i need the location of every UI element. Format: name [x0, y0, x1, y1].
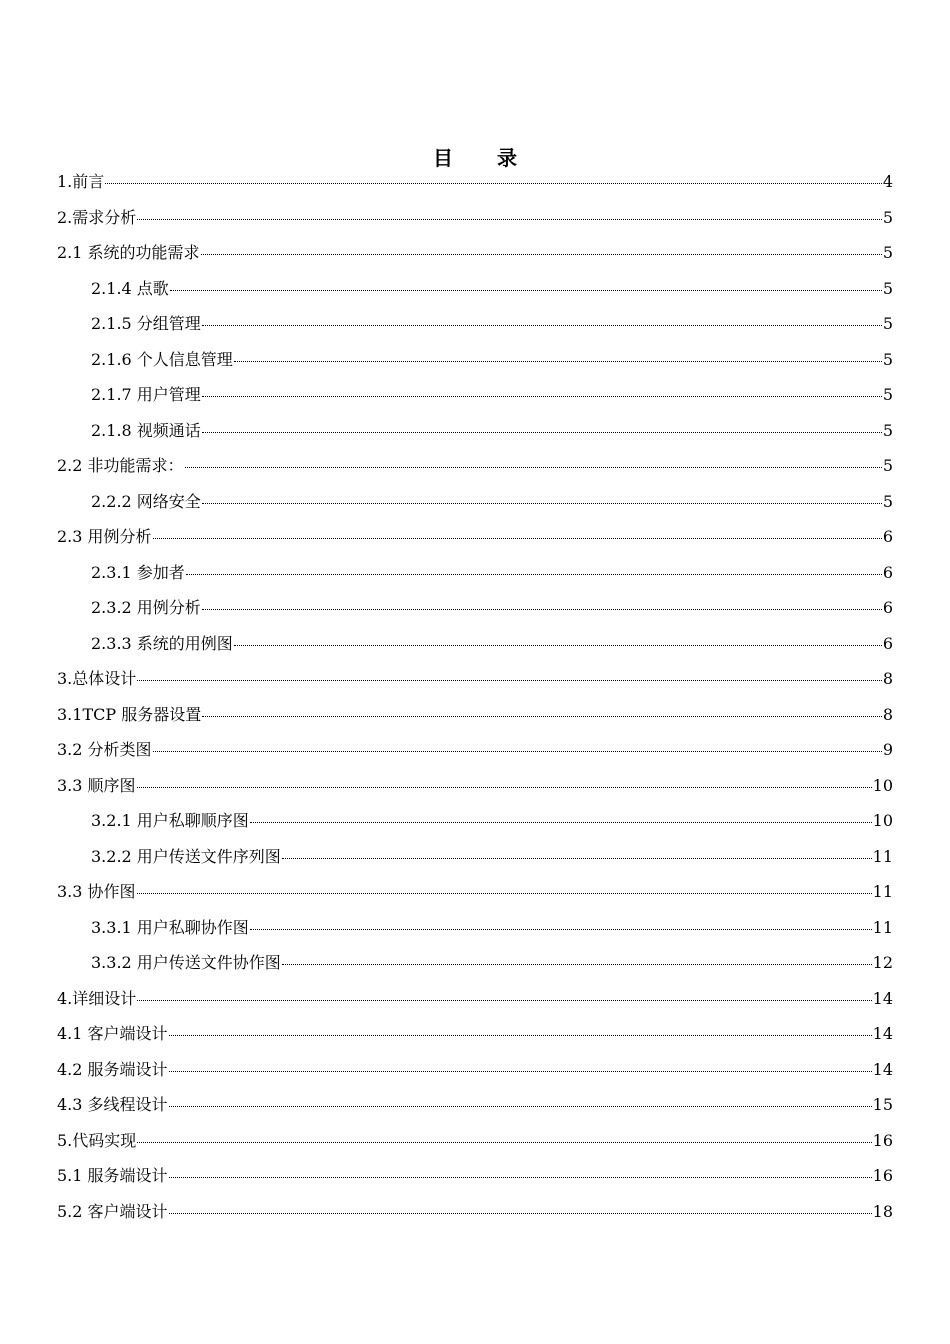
toc-entry[interactable] [57, 1090, 893, 1126]
toc-entry[interactable] [57, 238, 893, 274]
toc-entry-page-number: 9 [882, 740, 893, 759]
toc-entry-label: 2.2 非功能需求： [57, 456, 184, 475]
toc-entry[interactable] [57, 913, 893, 949]
toc-dot-leader [137, 892, 872, 894]
toc-entry-page-number: 5 [882, 278, 893, 298]
toc-entry-page-number: 6 [882, 562, 893, 582]
toc-entry-label: 2.1.8 视频通话 [91, 420, 201, 440]
toc-entry[interactable] [57, 593, 893, 629]
toc-entry-page-number: 6 [882, 527, 893, 546]
toc-dot-leader [186, 573, 882, 575]
toc-entry[interactable] [57, 309, 893, 345]
toc-entry-page-number: 6 [882, 633, 893, 653]
toc-entry[interactable] [57, 380, 893, 416]
toc-entry-label: 2.1.7 用户管理 [91, 385, 201, 404]
toc-entry-page-number: 5 [882, 456, 893, 475]
toc-entry-page-number: 16 [872, 1166, 893, 1185]
toc-entry-label: 4.详细设计 [57, 988, 137, 1008]
toc-entry-page-number: 5 [882, 420, 893, 440]
toc-entry-label: 3.3.2 用户传送文件协作图 [91, 953, 281, 972]
toc-entry-page-number: 5 [882, 349, 893, 369]
toc-dot-leader [250, 821, 872, 823]
toc-entry-page-number: 11 [872, 917, 893, 937]
toc-entry-label: 2.1.6 个人信息管理 [91, 349, 233, 369]
toc-entry-page-number: 10 [872, 775, 893, 795]
toc-entry-label: 2.2.2 网络安全 [91, 491, 201, 511]
toc-entry-label: 2.3.3 系统的用例图 [91, 633, 233, 653]
toc-entry-label: 2.需求分析 [57, 207, 137, 227]
toc-dot-leader [201, 253, 882, 255]
toc-entry[interactable] [57, 735, 893, 771]
toc-dot-leader [153, 750, 882, 752]
toc-entry[interactable] [57, 487, 893, 523]
toc-dot-leader [169, 1070, 872, 1072]
toc-entry-label: 3.3 顺序图 [57, 775, 136, 795]
toc-entry[interactable] [57, 1161, 893, 1197]
toc-entry[interactable] [57, 167, 893, 203]
toc-title-char-1: 目 [433, 146, 453, 170]
toc-title-char-2: 录 [497, 146, 517, 170]
toc-entry[interactable] [57, 1197, 893, 1233]
toc-entry-label: 4.3 多线程设计 [57, 1095, 168, 1114]
toc-entry[interactable] [57, 345, 893, 381]
toc-dot-leader [202, 395, 882, 397]
toc-entry-label: 3.2.2 用户传送文件序列图 [91, 846, 281, 866]
toc-dot-leader [202, 715, 882, 717]
toc-dot-leader [137, 1141, 871, 1143]
toc-entry-page-number: 5 [882, 385, 893, 404]
toc-entry-label: 2.3 用例分析 [57, 527, 152, 546]
toc-dot-leader [234, 644, 882, 646]
toc-entry[interactable] [57, 984, 893, 1020]
toc-entry[interactable] [57, 451, 893, 487]
toc-entry-page-number: 5 [882, 207, 893, 227]
toc-entry[interactable] [57, 416, 893, 452]
toc-entry-page-number: 12 [872, 953, 893, 972]
toc-entry[interactable] [57, 948, 893, 984]
toc-dot-leader [137, 679, 882, 681]
toc-dot-leader [137, 999, 871, 1001]
toc-dot-leader [137, 786, 872, 788]
toc-dot-leader [250, 928, 872, 930]
toc-entry-page-number: 14 [872, 1059, 893, 1079]
toc-entry-page-number: 16 [872, 1130, 893, 1150]
toc-entry-page-number: 5 [882, 243, 893, 262]
toc-entry[interactable] [57, 700, 893, 736]
toc-entry-label: 3.3.1 用户私聊协作图 [91, 917, 249, 937]
toc-entry-label: 5.1 服务端设计 [57, 1166, 168, 1185]
toc-entry-label: 1.前言 [57, 172, 105, 191]
toc-dot-leader [202, 502, 882, 504]
toc-entry[interactable] [57, 1019, 893, 1055]
toc-entry-page-number: 8 [882, 669, 893, 688]
toc-entry-label: 5.代码实现 [57, 1130, 137, 1150]
toc-dot-leader [202, 324, 882, 326]
toc-entry[interactable] [57, 522, 893, 558]
toc-dot-leader [169, 1034, 872, 1036]
toc-dot-leader [282, 857, 872, 859]
toc-entry[interactable] [57, 1126, 893, 1162]
toc-entry[interactable] [57, 877, 893, 913]
toc-entry-label: 3.2 分析类图 [57, 740, 152, 759]
toc-dot-leader [169, 1105, 872, 1107]
toc-entry[interactable] [57, 629, 893, 665]
toc-entry[interactable] [57, 274, 893, 310]
toc-entry-page-number: 15 [872, 1095, 893, 1114]
toc-entry-label: 2.1 系统的功能需求 [57, 243, 200, 262]
toc-entry-page-number: 11 [872, 846, 893, 866]
toc-entry-label: 3.3 协作图 [57, 882, 136, 901]
toc-dot-leader [202, 431, 882, 433]
toc-entry-page-number: 8 [882, 704, 893, 724]
toc-entry[interactable] [57, 771, 893, 807]
toc-dot-leader [282, 963, 872, 965]
toc-entry-page-number: 4 [882, 172, 893, 191]
toc-entry-page-number: 14 [872, 988, 893, 1008]
toc-entry-label: 3.1TCP 服务器设置 [57, 704, 202, 724]
toc-dot-leader [105, 182, 882, 184]
toc-entry-page-number: 18 [872, 1201, 893, 1221]
toc-entry[interactable] [57, 1055, 893, 1091]
toc-entry-label: 2.1.5 分组管理 [91, 314, 201, 333]
toc-entry[interactable] [57, 842, 893, 878]
toc-entry-label: 4.2 服务端设计 [57, 1059, 168, 1079]
toc-entry-label: 4.1 客户端设计 [57, 1024, 168, 1043]
toc-entry-label: 3.2.1 用户私聊顺序图 [91, 811, 249, 830]
toc-entry-label: 2.3.2 用例分析 [91, 598, 201, 617]
toc-dot-leader [170, 289, 882, 291]
toc-list [57, 167, 893, 1232]
toc-entry-page-number: 11 [872, 882, 893, 901]
toc-dot-leader [202, 608, 882, 610]
toc-entry[interactable] [57, 558, 893, 594]
toc-entry-label: 3.总体设计 [57, 669, 137, 688]
toc-dot-leader [137, 218, 882, 220]
toc-dot-leader [234, 360, 882, 362]
toc-entry-page-number: 10 [872, 811, 893, 830]
toc-entry-label: 2.1.4 点歌 [91, 278, 169, 298]
toc-entry-label: 2.3.1 参加者 [91, 562, 185, 582]
toc-entry-page-number: 5 [882, 314, 893, 333]
toc-entry[interactable] [57, 203, 893, 239]
toc-entry-page-number: 14 [872, 1024, 893, 1043]
toc-entry-page-number: 6 [882, 598, 893, 617]
toc-dot-leader [169, 1212, 872, 1214]
toc-dot-leader [153, 537, 882, 539]
toc-entry[interactable] [57, 806, 893, 842]
toc-entry-label: 5.2 客户端设计 [57, 1201, 168, 1221]
toc-entry-page-number: 5 [882, 491, 893, 511]
toc-entry[interactable] [57, 664, 893, 700]
toc-dot-leader [185, 466, 882, 468]
toc-dot-leader [169, 1176, 872, 1178]
